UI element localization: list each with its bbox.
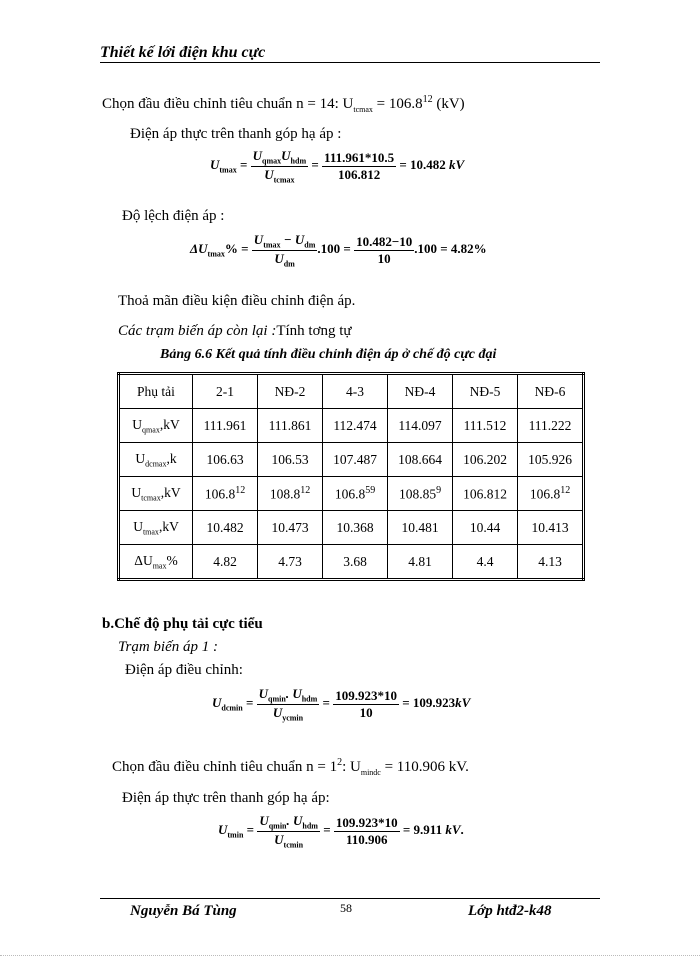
table-cell: 108.85$^9$ — [388, 477, 453, 511]
table-cell: 4.13 — [518, 545, 584, 580]
table-cell: 10.482 — [193, 511, 258, 545]
page-number: 58 — [340, 901, 352, 915]
table-cell: 106.63 — [193, 443, 258, 477]
page-bottom-border — [0, 955, 700, 956]
results-table — [117, 372, 585, 581]
table-cell: 111.512 — [453, 409, 518, 443]
page-header-title: Thiết kế lới điện khu cực — [100, 44, 266, 61]
table-cell: 10.413 — [518, 511, 584, 545]
table-cell: 111.222 — [518, 409, 584, 443]
row-label: $U_{tcmax},kV$ — [119, 477, 193, 511]
table-cell: 106.8$^{12}$ — [518, 477, 584, 511]
table-cell: 112.474 — [323, 409, 388, 443]
table-cell: 106.202 — [453, 443, 518, 477]
station-1-label: Trạm biến áp 1 : — [118, 639, 219, 655]
table-header-row — [119, 374, 584, 409]
row-label: $\Delta U_{max}\%$ — [119, 545, 193, 580]
table-header-cell: NĐ-4 — [388, 374, 453, 409]
table-header-cell: NĐ-6 — [518, 374, 584, 409]
formula-utmin: $U_{tmin}$ = $\frac{U_{qmin}. U_{hdm}}{U_{tcmin}}$ = $\frac{109.923*10}{110.906}$ = 9.911 kV. — [218, 813, 464, 850]
table-cell: 106.8$^{59}$ — [323, 477, 388, 511]
table-cell: 3.68 — [323, 545, 388, 580]
formula-udcmin: $U_{dcmin}$ = $\frac{U_{qmin}. U_{hdm}}{U_{ycmin}}$ = $\frac{109.923*10}{10}$ = 109.923kV — [212, 686, 471, 723]
table-cell: 10.481 — [388, 511, 453, 545]
table-header-cell: NĐ-5 — [453, 374, 518, 409]
adjust-voltage-label: Điện áp điều chỉnh: — [125, 662, 243, 678]
row-label: $U_{tmax},kV$ — [119, 511, 193, 545]
table-cell: 10.368 — [323, 511, 388, 545]
table-cell: 111.861 — [258, 409, 323, 443]
footer-rule — [100, 898, 600, 899]
table-header-cell: Phụ tải — [119, 374, 193, 409]
table-cell: 108.8$^{12}$ — [258, 477, 323, 511]
actual-voltage-min-label: Điện áp thực trên thanh góp hạ áp: — [122, 790, 330, 806]
footer-class: Lớp htđ2-k48 — [468, 903, 552, 919]
table-cell: 111.961 — [193, 409, 258, 443]
table-row — [119, 545, 584, 580]
tap-selection-line: Chọn đầu điều chỉnh tiêu chuẩn n = 14: $U_{tcmax} = 106.8^{12}$ (kV) — [102, 94, 465, 114]
table-cell: 4.82 — [193, 545, 258, 580]
table-cell: 108.664 — [388, 443, 453, 477]
satisfied-text: Thoả mãn điều kiện điều chỉnh điện áp. — [118, 293, 356, 309]
table-cell: 106.8$^{12}$ — [193, 477, 258, 511]
deviation-label: Độ lệch điện áp : — [122, 208, 225, 224]
table-cell: 10.473 — [258, 511, 323, 545]
actual-voltage-label: Điện áp thực trên thanh góp hạ áp : — [130, 126, 342, 142]
table-header-cell: 2-1 — [193, 374, 258, 409]
table-row — [119, 443, 584, 477]
table-row — [119, 477, 584, 511]
header-rule — [100, 62, 600, 63]
table-row — [119, 511, 584, 545]
row-label: $U_{qmax},kV$ — [119, 409, 193, 443]
formula-deviation: $\Delta U_{tmax}\%$ = $\frac{U_{tmax} - U_{dm}}{U_{dm}}$ .100 = $\frac{10.482-10}{10}$ .100 = 4.82% — [190, 232, 487, 269]
results-table-wrapper — [117, 372, 585, 581]
table-cell: 106.812 — [453, 477, 518, 511]
table-cell: 105.926 — [518, 443, 584, 477]
table-caption: Bảng 6.6 Kết quả tính điều chỉnh điện áp ở chế độ cực đại — [160, 347, 497, 362]
table-cell: 10.44 — [453, 511, 518, 545]
table-cell: 4.81 — [388, 545, 453, 580]
table-cell: 114.097 — [388, 409, 453, 443]
table-cell: 4.4 — [453, 545, 518, 580]
row-label: $U_{dcmax},k$ — [119, 443, 193, 477]
table-cell: 4.73 — [258, 545, 323, 580]
table-row — [119, 409, 584, 443]
section-b-heading: b.Chế độ phụ tải cực tiểu — [102, 616, 263, 632]
tap-selection-min-line: Chọn đầu điều chỉnh tiêu chuẩn $n = 1^2$: $U_{mindc} = 110.906$ kV. — [112, 757, 469, 777]
table-header-cell: 4-3 — [323, 374, 388, 409]
table-cell: 106.53 — [258, 443, 323, 477]
table-cell: 107.487 — [323, 443, 388, 477]
footer-author: Nguyễn Bá Tùng — [130, 903, 237, 919]
formula-utmax: $U_{tmax}$ = $\frac{U_{qmax}U_{hdm}}{U_{tcmax}}$ = $\frac{111.961*10.5}{106.812}$ = 10.482 kV — [210, 148, 465, 185]
table-header-cell: NĐ-2 — [258, 374, 323, 409]
remaining-stations-text: Các trạm biến áp còn lại :Tính tơng tự — [118, 323, 352, 339]
